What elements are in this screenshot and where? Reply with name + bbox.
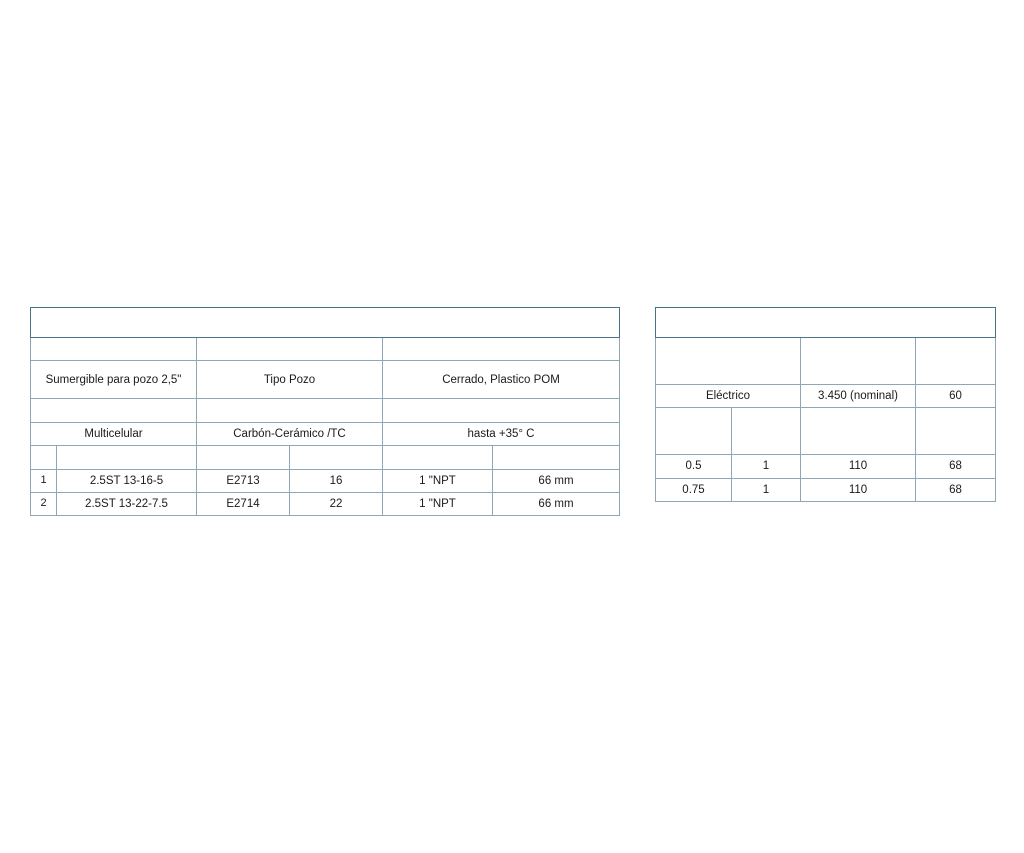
header-voltaje-line2: (V) bbox=[850, 432, 866, 445]
cell-modelo: 2.5ST 13-22-7.5 bbox=[57, 492, 197, 515]
header-temperatura-liquido: Temperatura del líquido bbox=[383, 399, 620, 422]
pump-table-title: Caracteristicas de la Bomba bbox=[31, 308, 620, 338]
row-number: 1 bbox=[31, 469, 57, 492]
header-motor bbox=[656, 338, 801, 385]
header-sello-mecanico: Sello mecánico bbox=[197, 399, 383, 422]
header-etapas-modelo: Etapas bbox=[290, 446, 383, 469]
header-tipo-de-bomba: Tipo de bomba bbox=[31, 338, 197, 361]
header-diametro-bomba: Ø Bomba bbox=[493, 446, 620, 469]
value-tipo-de-bomba: Sumergible para pozo 2,5" bbox=[31, 361, 197, 399]
motor-header-row-1 bbox=[656, 338, 996, 385]
header-diametro-descarga: Ø Descarga bbox=[383, 446, 493, 469]
value-diseno: Tipo Pozo bbox=[197, 361, 383, 399]
header-frecuencia-line2: (Hz) bbox=[944, 362, 967, 374]
header-diseno: Diseño bbox=[197, 338, 383, 361]
header-voltaje-line1: Voltaje bbox=[839, 418, 877, 430]
motor-table-title: Caracteristicas del Motor bbox=[656, 308, 996, 338]
cell-voltaje: 110 bbox=[801, 455, 916, 478]
cell-ip: 68 bbox=[916, 478, 996, 501]
header-potencia-line1: Potencia bbox=[669, 418, 718, 430]
header-ip bbox=[916, 408, 996, 455]
header-row-number bbox=[31, 446, 57, 469]
cell-voltaje: 110 bbox=[801, 478, 916, 501]
header-potencia-line2: (hp) bbox=[682, 432, 705, 445]
table-row bbox=[656, 455, 996, 478]
cell-diametro-descarga: 1 "NPT bbox=[383, 469, 493, 492]
header-velocidad bbox=[801, 338, 916, 385]
header-modelo: Modelo bbox=[57, 446, 197, 469]
value-sello-mecanico: Carbón-Cerámico /TC bbox=[197, 422, 383, 445]
cell-ip: 68 bbox=[916, 455, 996, 478]
right-margin-band bbox=[1010, 0, 1024, 853]
header-frecuencia bbox=[916, 338, 996, 385]
header-potencia bbox=[656, 408, 732, 455]
motor-title-row bbox=[656, 308, 996, 338]
motor-value-row-1 bbox=[656, 385, 996, 408]
header-motor-line1: Motor bbox=[712, 354, 744, 367]
table-row bbox=[656, 478, 996, 501]
cell-modelo: 2.5ST 13-16-5 bbox=[57, 469, 197, 492]
pump-header-row-2 bbox=[31, 399, 620, 422]
table-row bbox=[31, 469, 620, 492]
value-motor: Eléctrico bbox=[656, 385, 801, 408]
header-fases bbox=[732, 408, 801, 455]
cell-fases: 1 bbox=[732, 455, 801, 478]
motor-specifications-table bbox=[655, 307, 995, 502]
value-temperatura-liquido: hasta +35° C bbox=[383, 422, 620, 445]
cell-referencia: E2714 bbox=[197, 492, 290, 515]
row-number: 2 bbox=[31, 492, 57, 515]
value-frecuencia: 60 bbox=[916, 385, 996, 408]
cell-diametro-descarga: 1 "NPT bbox=[383, 492, 493, 515]
pump-value-row-1 bbox=[31, 361, 620, 399]
cell-potencia: 0.5 bbox=[656, 455, 732, 478]
pump-header-row-1 bbox=[31, 338, 620, 361]
header-referencia: Referencia bbox=[197, 446, 290, 469]
pump-specifications-table bbox=[30, 307, 619, 516]
header-velocidad-line2: (rpm) bbox=[843, 362, 873, 374]
table-row bbox=[31, 492, 620, 515]
value-etapas: Multicelular bbox=[31, 422, 197, 445]
cell-etapas: 22 bbox=[290, 492, 383, 515]
header-ip-line1: IP bbox=[950, 425, 961, 438]
left-margin-band bbox=[0, 0, 14, 853]
pump-model-header-row bbox=[31, 446, 620, 469]
header-etapas: Etapas bbox=[31, 399, 197, 422]
pump-value-row-2 bbox=[31, 422, 620, 445]
motor-header-row-2 bbox=[656, 408, 996, 455]
cell-fases: 1 bbox=[732, 478, 801, 501]
cell-etapas: 16 bbox=[290, 469, 383, 492]
header-frecuencia-line1: Frecuencia bbox=[925, 347, 986, 360]
pump-title-row bbox=[31, 308, 620, 338]
cell-referencia: E2713 bbox=[197, 469, 290, 492]
header-impulsor: Impulsor bbox=[383, 338, 620, 361]
cell-potencia: 0.75 bbox=[656, 478, 732, 501]
cell-diametro-bomba: 66 mm bbox=[493, 492, 620, 515]
header-fases-line1: Fases bbox=[749, 425, 783, 438]
value-impulsor: Cerrado, Plastico POM bbox=[383, 361, 620, 399]
value-velocidad: 3.450 (nominal) bbox=[801, 385, 916, 408]
header-velocidad-line1: Velocidad bbox=[831, 347, 885, 360]
header-voltaje bbox=[801, 408, 916, 455]
cell-diametro-bomba: 66 mm bbox=[493, 469, 620, 492]
